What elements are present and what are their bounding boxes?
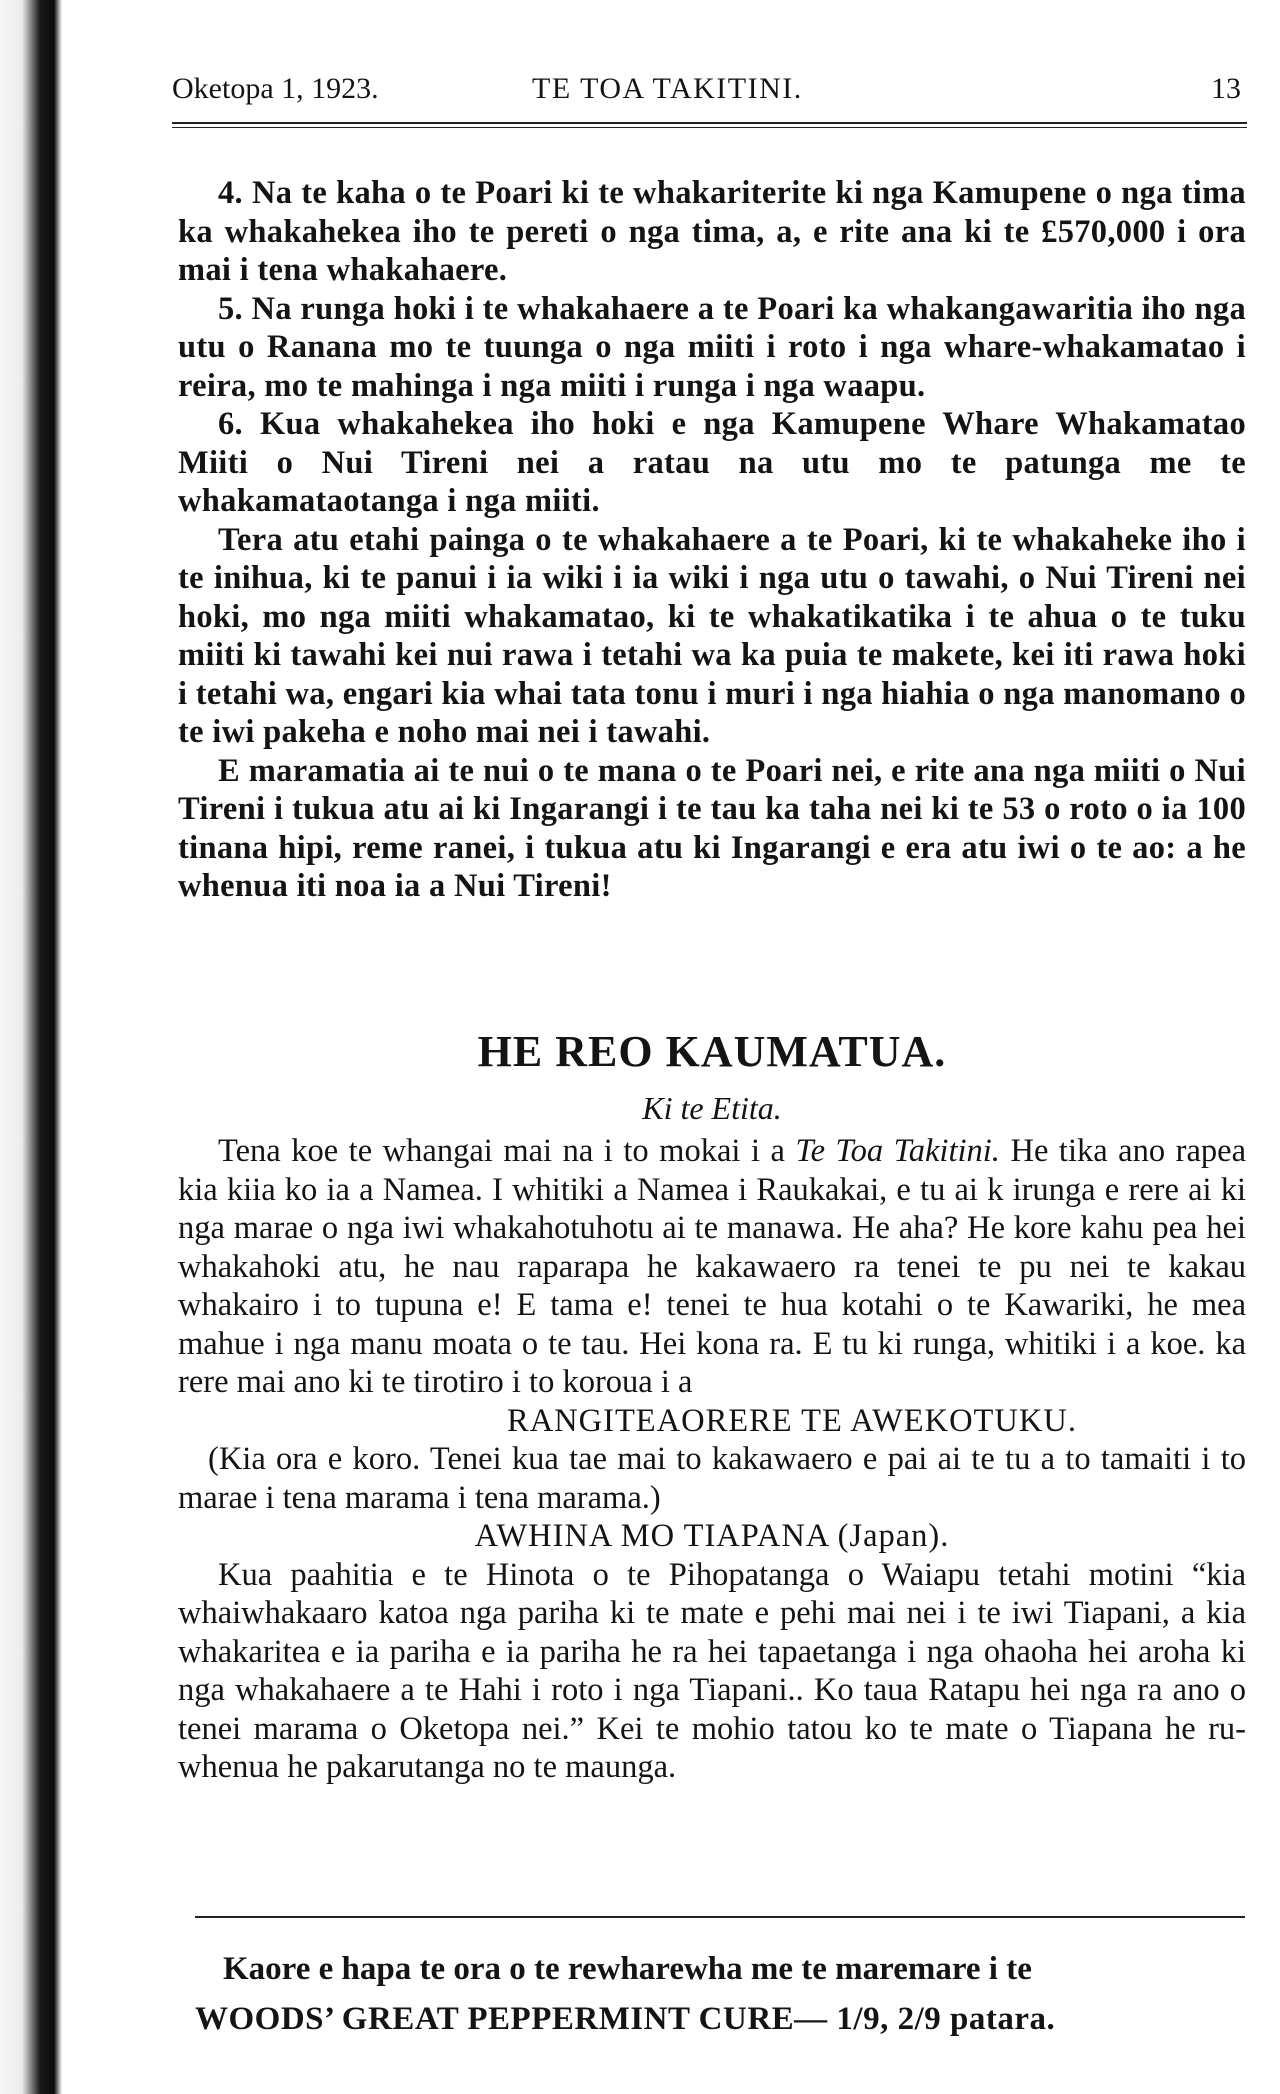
paragraph: Tera atu etahi painga o te whakahaere a te Poari, ki te whakaheke iho i te inihua, ki te panui i ia wiki i ia wiki i nga utu o tawahi, o Nui Tireni nei hoki, mo nga miiti whakamatao, ki te whakatikatika i te ahua o te tuku miiti ki tawahi kei nui rawa i tetahi wa ka puia te makete, kei iti rawa hoki i tetahi wa, engari kia whai tata tonu i muri i nga hiahia o nga manomano o te iwi pakeha e noho mai nei i tawahi. (178, 521, 1246, 750)
letter-salutation: Ki te Etita. (642, 1090, 782, 1126)
paragraph: 6. Kua whakahekea iho hoki e nga Kamupene Whare Whakamatao Miiti o Nui Tireni nei a ratau na utu mo te patunga me te whakamataotanga i nga miiti. (178, 406, 1246, 519)
paper-name: Te Toa Takitini. (795, 1133, 1000, 1169)
meat-board-article (178, 174, 1246, 906)
advertisement (195, 1944, 1255, 2044)
page-number: 13 (1211, 72, 1241, 105)
letter-body-start: Tena koe te whangai mai na i to mokai i a (218, 1133, 796, 1169)
japan-section-title: AWHINA MO TIAPANA (Japan). (474, 1518, 950, 1554)
advertisement-line: WOODS’ GREAT PEPPERMINT CURE— 1/9, 2/9 patara. (195, 2001, 1056, 2037)
header-rule (172, 122, 1247, 128)
letter-body (178, 1132, 1246, 1402)
letter-and-notices (178, 1132, 1246, 1787)
editor-note: (Kia ora e koro. Tenei kua tae mai to kakawaero e pai ai te tu a to tamaiti i to marae i tena marama i tena marama.) (178, 1441, 1246, 1516)
paragraph: 4. Na te kaha o te Poari ki te whakariterite ki nga Kamupene o nga tima ka whakahekea iho te pereti o nga tima, a, e rite ana ki te £570,000 i ora mai i tena whakahaere. (178, 175, 1246, 288)
page-header (172, 72, 1247, 116)
publication-title: TE TOA TAKITINI. (532, 72, 803, 105)
letter-signature: RANGITEAORERE TE AWEKOTUKU. (507, 1402, 1077, 1439)
letter-body-rest: He tika ano rapea kia kiia ko ia a Namea. I whitiki a Namea i Raukakai, e tu ai k irunga e rere ai ki nga marae o nga iwi whakahotuhotu ai te manawa. He aha? He kore kahu pea hei whakahoki atu, he nau raparapa he kakawaero ra tenei te pu nei te kakau whakairo i to tupuna e! E tama e! tenei te hua kotahi o te Kawariki, he mea mahue i nga manu moata o te tau. Hei kona ra. E tu ki runga, whitiki i a koe. ka rere mai ano ki te tirotiro i to koroua i a (178, 1133, 1246, 1400)
advertisement-line: Kaore e hapa te ora o te rewharewha me te maremare i te (223, 1951, 1032, 1987)
binding-edge (0, 0, 62, 2094)
paragraph: 5. Na runga hoki i te whakahaere a te Poari ka whakangawaritia iho nga utu o Ranana mo te tuunga o nga miiti i roto i nga whare-whakamatao i reira, mo te mahinga i nga miiti i runga i nga waapu. (178, 290, 1246, 404)
issue-date: Oketopa 1, 1923. (172, 72, 379, 105)
paragraph: E maramatia ai te nui o te mana o te Poari nei, e rite ana nga miiti o Nui Tireni i tukua atu ai ki Ingarangi i te tau ka taha nei ki te 53 o roto o ia 100 tinana hipi, reme ranei, i tukua atu ki Ingarangi e era atu iwi o te ao: a he whenua iti noa ia a Nui Tireni! (178, 752, 1246, 904)
letter-heading: HE REO KAUMATUA. (477, 1027, 947, 1076)
japan-section-body: Kua paahitia e te Hinota o te Pihopatanga o Waiapu tetahi motini “kia whaiwhakaaro katoa nga pariha ki te mate e pehi mai nei i te iwi Tiapani, a kia whakaritea e ia pariha e ia pariha he ra hei tapaetanga i nga ohaoha hei aroha ki nga whakahaere a te Hahi i roto i nga Tiapani.. Ko taua Ratapu hei nga ra ano o tenei marama o Oketopa nei.” Kei te mohio tatou ko te mate o Tiapana he ru-whenua he pakarutanga no te maunga. (178, 1556, 1246, 1785)
advertisement-rule (195, 1916, 1245, 1918)
